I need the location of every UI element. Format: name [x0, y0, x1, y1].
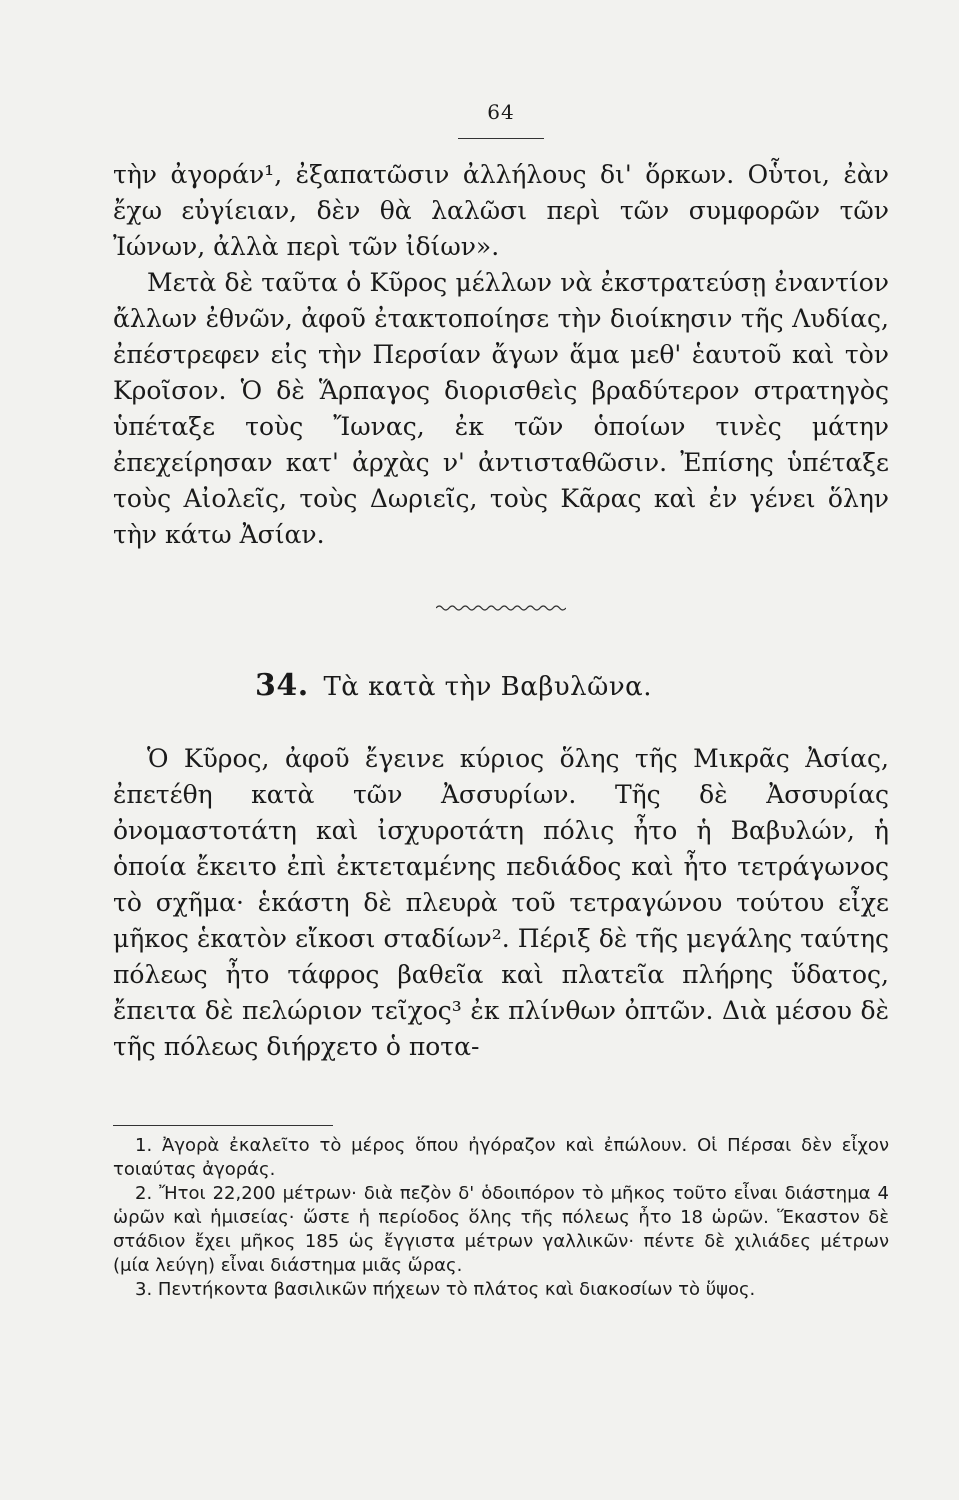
- footnote-rule: [113, 1125, 333, 1126]
- section-number: 34.: [255, 668, 309, 703]
- paragraph-kyros-campaign: Μετὰ δὲ ταῦτα ὁ Κῦρος μέλλων νὰ ἐκστρατεύσῃ ἐναντίον ἄλλων ἐθνῶν, ἀφοῦ ἐτακτοποίησε τὴν διοίκησιν τῆς Λυδίας, ἐπέστρεφεν εἰς τὴν Περσίαν ἄγων ἅμα μεθ' ἑαυτοῦ καὶ τὸν Κροῖσον. Ὁ δὲ Ἅρπαγος διορισθεὶς βραδύτερον στρατηγὸς ὑπέταξε τοὺς Ἴωνας, ἐκ τῶν ὁποίων τινὲς μάτην ἐπεχείρησαν κατ' ἀρχὰς ν' ἀντισταθῶσιν. Ἐπίσης ὑπέταξε τοὺς Αἰολεῖς, τοὺς Δωριεῖς, τοὺς Κᾶρας καὶ ἐν γένει ὅλην τὴν κάτω Ἀσίαν.: [113, 268, 889, 549]
- section-text: [113, 741, 889, 1065]
- footnotes: [113, 1134, 889, 1302]
- page-number: 64: [487, 100, 515, 124]
- main-text: [113, 157, 889, 553]
- footnote-1: 1. Ἀγορὰ ἐκαλεῖτο τὸ μέρος ὅπου ἠγόραζον καὶ ἐπώλουν. Οἱ Πέρσαι δὲν εἶχον τοιαύτας ἀγοράς.: [113, 1135, 889, 1180]
- section-heading: [255, 668, 889, 703]
- footnote-3: 3. Πεντήκοντα βασιλικῶν πήχεων τὸ πλάτος καὶ διακοσίων τὸ ὕψος.: [135, 1279, 756, 1300]
- wavy-separator: [436, 603, 566, 613]
- header-rule: [458, 138, 544, 139]
- section-title: Τὰ κατὰ τὴν Βαβυλῶνα.: [323, 672, 652, 702]
- paragraph-babylon: Ὁ Κῦρος, ἀφοῦ ἔγεινε κύριος ὅλης τῆς Μικρᾶς Ἀσίας, ἐπετέθη κατὰ τῶν Ἀσσυρίων. Τῆς δὲ Ἀσσυρίας ὀνομαστοτάτη καὶ ἰσχυροτάτη πόλις ἦτο ἡ Βαβυλών, ἡ ὁποία ἔκειτο ἐπὶ ἐκτεταμένης πεδιάδος καὶ ἦτο τετράγωνος τὸ σχῆμα· ἑκάστη δὲ πλευρὰ τοῦ τετραγώνου τούτου εἶχε μῆκος ἑκατὸν εἴκοσι σταδίων². Πέριξ δὲ τῆς μεγάλης ταύτης πόλεως ἦτο τάφρος βαθεῖα καὶ πλατεῖα πλήρης ὕδατος, ἔπειτα δὲ πελώριον τεῖχος³ ἐκ πλίνθων ὀπτῶν. Διὰ μέσου δὲ τῆς πόλεως διήρχετο ὁ ποτα-: [113, 744, 889, 1061]
- paragraph-continuation: τὴν ἀγοράν¹, ἐξαπατῶσιν ἀλλήλους δι' ὅρκων. Οὗτοι, ἐὰν ἔχω εὐγίειαν, δὲν θὰ λαλῶσι περὶ τῶν συμφορῶν τῶν Ἰώνων, ἀλλὰ περὶ τῶν ἰδίων».: [113, 160, 889, 261]
- footnote-2: 2. Ἤτοι 22,200 μέτρων· διὰ πεζὸν δ' ὁδοιπόρον τὸ μῆκος τοῦτο εἶναι διάστημα 4 ὡρῶν καὶ ἡμισείας· ὥστε ἡ περίοδος ὅλης τῆς πόλεως ἦτο 18 ὡρῶν. Ἕκαστον δὲ στάδιον ἔχει μῆκος 185 ὡς ἔγγιστα μέτρων γαλλικῶν· πέντε δὲ χιλιάδες μέτρων (μία λεύγη) εἶναι διάστημα μιᾶς ὥρας.: [113, 1183, 889, 1276]
